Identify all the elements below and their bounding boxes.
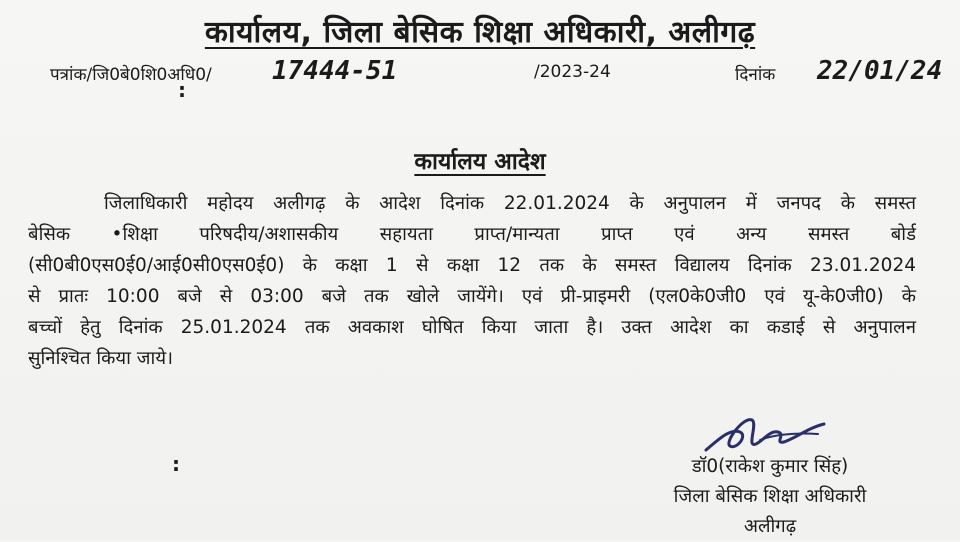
order-line: (सी0बी0एस0ई0/आई0सी0एस0ई0) के कक्षा 1 से कक्षा 12 तक के समस्त विद्यालय दिनांक 23.01.2024 <box>28 255 916 276</box>
order-line: से प्रातः 10:00 बजे से 03:00 बजे तक खोले जायेंगे। एवं प्री-प्राइमरी (एल0के0जी0 एवं यू-के0जी0) के <box>28 286 916 307</box>
date-value: 22/01/24 <box>817 56 943 86</box>
signatory-designation: जिला बेसिक शिक्षा अधिकारी <box>673 486 867 507</box>
colon-mark: : <box>172 452 180 476</box>
order-line: जिलाधिकारी महोदय अलीगढ़ के आदेश दिनांक 22.01.2024 के अनुपालन में जनपद के समस्त <box>104 193 916 214</box>
reference-year: /2023-24 <box>534 62 611 82</box>
order-line: बेसिक •शिक्षा परिषदीय/अशासकीय सहायता प्राप्त/मान्यता प्राप्त एवं अन्य समस्त बोर्ड <box>28 224 916 245</box>
signatory-location: अलीगढ़ <box>743 516 797 537</box>
reference-prefix: पत्रांक/जि0बे0शि0अधि0/ <box>50 65 212 85</box>
date-label: दिनांक <box>735 65 776 85</box>
office-title: कार्यालय, जिला बेसिक शिक्षा अधिकारी, अलीगढ़ <box>204 15 756 50</box>
reference-number: 17444-51 <box>272 56 398 86</box>
order-title: कार्यालय आदेश <box>414 149 546 175</box>
colon-mark: : <box>178 78 186 102</box>
order-line: बच्चों हेतु दिनांक 25.01.2024 तक अवकाश घोषित किया जाता है। उक्त आदेश का कडाई से अनुपालन <box>28 317 916 338</box>
order-line: सुनिश्चित किया जाये। <box>28 348 174 369</box>
signatory-block <box>640 452 900 542</box>
office-header <box>0 10 960 51</box>
order-body <box>28 188 916 374</box>
signatory-name: डॉ0(राकेश कुमार सिंह) <box>691 456 849 477</box>
